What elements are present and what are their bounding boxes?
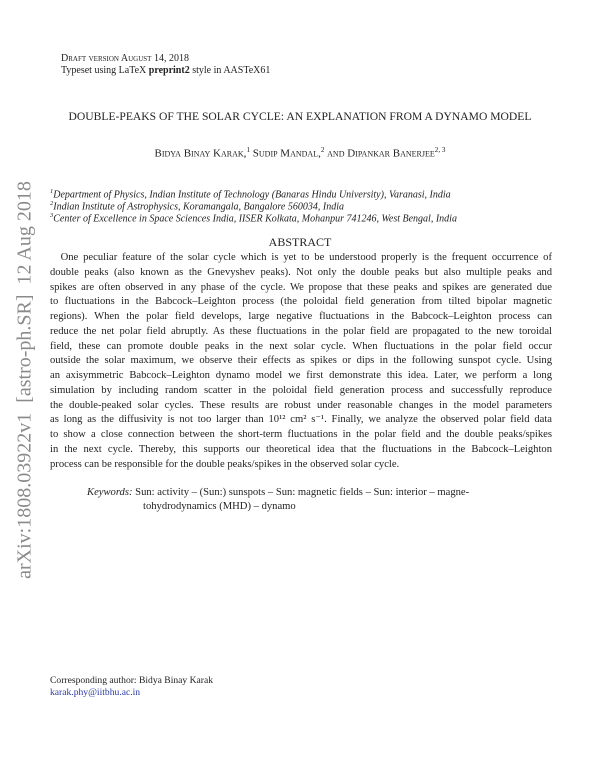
affil-number: 2 xyxy=(50,200,54,207)
typeset-style: preprint2 xyxy=(148,65,190,76)
affiliation xyxy=(50,212,457,224)
affil-text: Department of Physics, Indian Institute of Technology (Banaras Hindu University), Varanasi, India xyxy=(53,189,451,201)
abstract-line: regions). When the polar field develops, large negative fluctuations in the Babcock–Leighton process can xyxy=(50,311,552,322)
affil-text: Center of Excellence in Space Sciences India, IISER Kolkata, Mohanpur 741246, West Bengal, India xyxy=(53,213,457,225)
keywords-text: Sun: activity – (Sun:) sunspots – Sun: magnetic fields – Sun: interior – magne- xyxy=(135,487,470,498)
abstract-line: as long as the diffusivity is not too larger than 10¹² cm² s⁻¹. Finally, we analyze the observed polar field data xyxy=(50,414,552,426)
abstract-body xyxy=(50,251,552,472)
author-list xyxy=(0,146,600,160)
abstract-line: outside the solar maximum, we observe their effects as spikes or dips in the following sunspot cycle. Using xyxy=(50,355,552,367)
arxiv-stamp: arXiv:1808.03922v1 [astro-ph.SR] 12 Aug 2018 xyxy=(13,181,36,579)
author: Bidya Binay Karak, xyxy=(154,147,247,160)
author: Sudip Mandal, xyxy=(252,147,321,160)
abstract-line: spikes are often observed in any phase of the cycle. We propose that these peaks and spikes are generated due xyxy=(50,281,552,293)
affil-number: 3 xyxy=(50,212,54,219)
author-affil: 2 xyxy=(320,146,325,154)
abstract-line: field, these can promote double peaks in the next solar cycle. When fluctuations in the polar field occur xyxy=(50,340,552,352)
abstract-line: double peaks (also known as the Gnevyshev peaks). Not only the double peaks but also multiple peaks and xyxy=(50,266,552,278)
author-affil: 2, 3 xyxy=(434,146,446,154)
abstract-line: the double-peaked solar cycles. These results are robust under reasonable changes in the model parameters xyxy=(50,399,552,411)
typeset-note xyxy=(61,65,270,76)
abstract-line: reduce the net polar field abruptly. As these fluctuations in the polar field are propagated to the new toroidal xyxy=(50,325,552,337)
author-email-link[interactable]: karak.phy@iitbhu.ac.in xyxy=(50,687,141,698)
affiliation xyxy=(50,200,344,212)
corresponding-author: Corresponding author: Bidya Binay Karak xyxy=(50,675,214,686)
author: and Dipankar Banerjee xyxy=(327,147,435,160)
affil-number: 1 xyxy=(50,188,54,195)
abstract-line: One peculiar feature of the solar cycle which is yet to be understood properly is the frequent occurrence of xyxy=(50,252,552,263)
affil-text: Indian Institute of Astrophysics, Koramangala, Bangalore 560034, India xyxy=(53,201,344,213)
abstract-line: to show a close connection between the short-term fluctuations in the polar field and the double peaks/spikes xyxy=(50,429,552,440)
latex-logo: LaTeX xyxy=(118,65,147,76)
keywords-label: Keywords: xyxy=(87,487,133,498)
abstract-line: simulation by including random scatter in the poloidal field generation process and successfully reproduce xyxy=(50,384,552,396)
abstract-line: to fluctuations in the Babcock–Leighton process (the poloidal field generation from tilted bipolar magnetic xyxy=(50,296,552,308)
author-affil: 1 xyxy=(246,146,251,154)
draft-version: Draft version August 14, 2018 xyxy=(61,53,189,64)
typeset-prefix: Typeset using xyxy=(61,65,119,76)
typeset-suffix: style in AASTeX61 xyxy=(189,65,271,76)
abstract-line: in the next cycle. Thereby, this supports our theoretical idea that the fluctuations in the Babcock–Leighton xyxy=(50,443,552,455)
keywords-text-cont: tohydrodynamics (MHD) – dynamo xyxy=(143,501,296,512)
keywords xyxy=(87,486,469,514)
paper-title: DOUBLE-PEAKS OF THE SOLAR CYCLE: AN EXPLANATION FROM A DYNAMO MODEL xyxy=(68,110,532,123)
abstract-heading: ABSTRACT xyxy=(268,235,332,249)
abstract-line: process can be responsible for the double peaks/spikes in the observed solar cycle. xyxy=(50,458,400,470)
affiliation xyxy=(50,188,451,200)
abstract-line: an axisymmetric Babcock–Leighton dynamo model we first demonstrate this idea. Later, we perform a long xyxy=(50,370,552,381)
